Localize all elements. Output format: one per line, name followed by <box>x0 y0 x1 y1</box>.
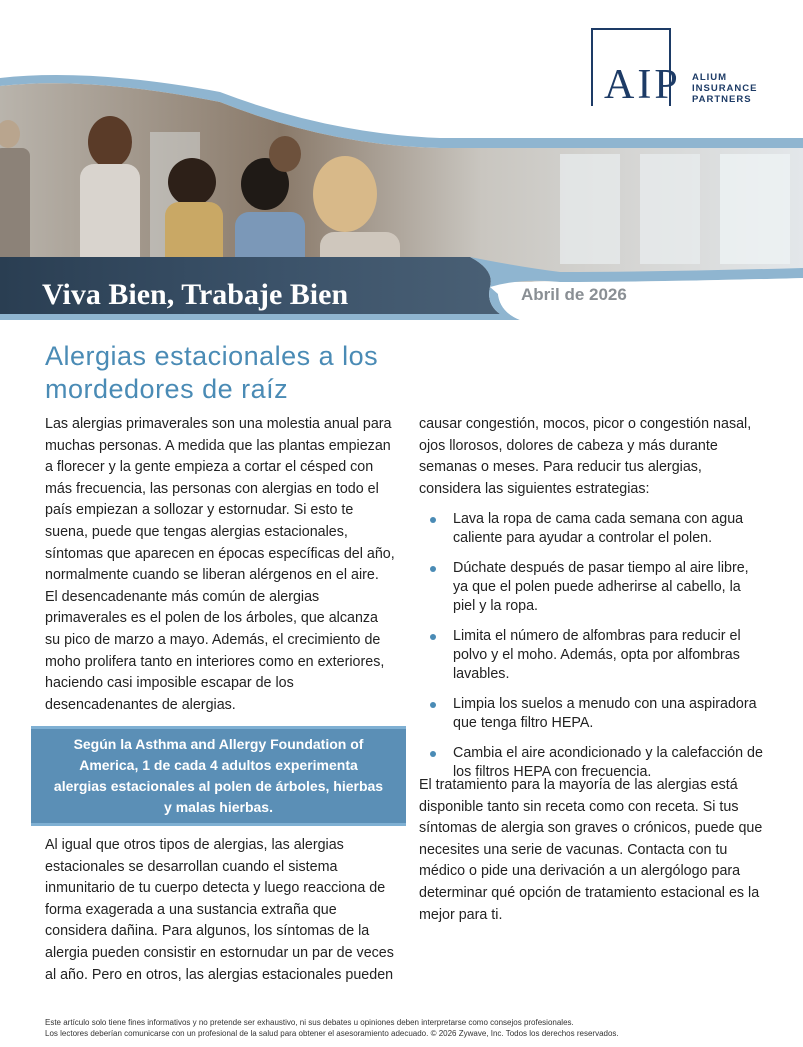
tip-text: Limpia los suelos a menudo con una aspiradora que tenga filtro HEPA. <box>453 696 757 731</box>
article-closing <box>419 775 764 926</box>
body-paragraph-right: causar congestión, mocos, picor o congestión nasal, ojos llorosos, dolores de cabeza y más durante semanas o meses. Para reducir tus alergias, considera las siguientes estrategias: <box>419 416 752 497</box>
disclaimer <box>45 1018 765 1039</box>
tip-text: Dúchate después de pasar tiempo al aire libre, ya que el polen puede adherirse al cabello, la piel y la ropa. <box>453 560 749 614</box>
bullet-icon <box>430 566 436 572</box>
bullet-icon <box>430 634 436 640</box>
article-body-left <box>45 835 395 986</box>
statistic-callout <box>31 726 406 826</box>
tip-text: Limita el número de alfombras para reducir el polvo y el moho. Además, opta por alfombras lavables. <box>453 628 741 682</box>
disclaimer-line-2: Los lectores deberían comunicarse con un profesional de la salud para obtener el asesoramiento adecuado. © 2026 Zywave, Inc. Todos los derechos reservados. <box>45 1028 619 1038</box>
closing-paragraph: El tratamiento para la mayoría de las alergias está disponible tanto sin receta como con receta. Si tus síntomas de alergia son graves o crónicos, puede que necesites una serie de vacunas. Contacta con tu médico o pide una derivación a un alergólogo para determinar qué opción de tratamiento estacional es la mejor para ti. <box>419 777 763 923</box>
tip-text: Lava la ropa de cama cada semana con agua caliente para ayudar a controlar el polen. <box>453 511 744 546</box>
bullet-icon <box>430 751 436 757</box>
issue-date: Abril de 2026 <box>521 285 627 304</box>
article-title: Alergias estacionales a los mordedores de raíz <box>45 341 379 404</box>
article-intro <box>45 414 395 716</box>
list-item <box>430 627 765 684</box>
callout-text: Según la Asthma and Allergy Foundation of America, 1 de cada 4 adultos experimenta alergias estacionales al polen de árboles, hierbas y malas hierbas. <box>53 736 384 815</box>
list-item <box>430 510 765 548</box>
tip-text: Cambia el aire acondicionado y la calefacción de los filtros HEPA con frecuencia. <box>453 745 763 780</box>
intro-paragraph: Las alergias primaverales son una molestia anual para muchas personas. A medida que las plantas empiezan a florecer y la gente empieza a cortar el césped con más frecuencia, las personas con alergias en todo el país empiezan a sollozar y estornudar. Si esto te suena, puede que tengas alergias estacionales, síntomas que aparecen en épocas específicas del año, normalmente cuando se liberan alérgenos en el aire. El desencadenante más común de alergias primaverales es el polen de los árboles, que alcanza su pico de marzo a mayo. Además, el crecimiento de moho prolifera tanto en interiores como en exteriores, haciendo casi imposible escapar de los desencadenantes de alergias. <box>45 416 395 713</box>
disclaimer-line-1: Este artículo solo tiene fines informativos y no pretende ser exhaustivo, ni sus debates u opiniones deben interpretarse como consejos profesionales. <box>45 1018 574 1027</box>
list-item <box>430 559 765 616</box>
bullet-icon <box>430 517 436 523</box>
company-logo-mark: AIP <box>604 62 681 108</box>
list-item <box>430 695 765 733</box>
tips-list <box>430 510 765 793</box>
logo-line-2: INSURANCE <box>692 83 758 94</box>
article-body-right <box>419 414 764 500</box>
bullet-icon <box>430 702 436 708</box>
newsletter-title: Viva Bien, Trabaje Bien <box>42 278 349 311</box>
logo-line-3: PARTNERS <box>692 94 752 105</box>
logo-line-1: ALIUM <box>692 72 728 83</box>
body-paragraph-left: Al igual que otros tipos de alergias, las alergias estacionales se desarrollan cuando el sistema inmunitario de tu cuerpo detecta y luego reacciona de forma exagerada a una sustancia extraña que considera dañina. Para algunos, los síntomas de la alergia pueden consistir en estornudar un par de veces al año. Pero en otros, las alergias estacionales pueden <box>45 837 394 983</box>
